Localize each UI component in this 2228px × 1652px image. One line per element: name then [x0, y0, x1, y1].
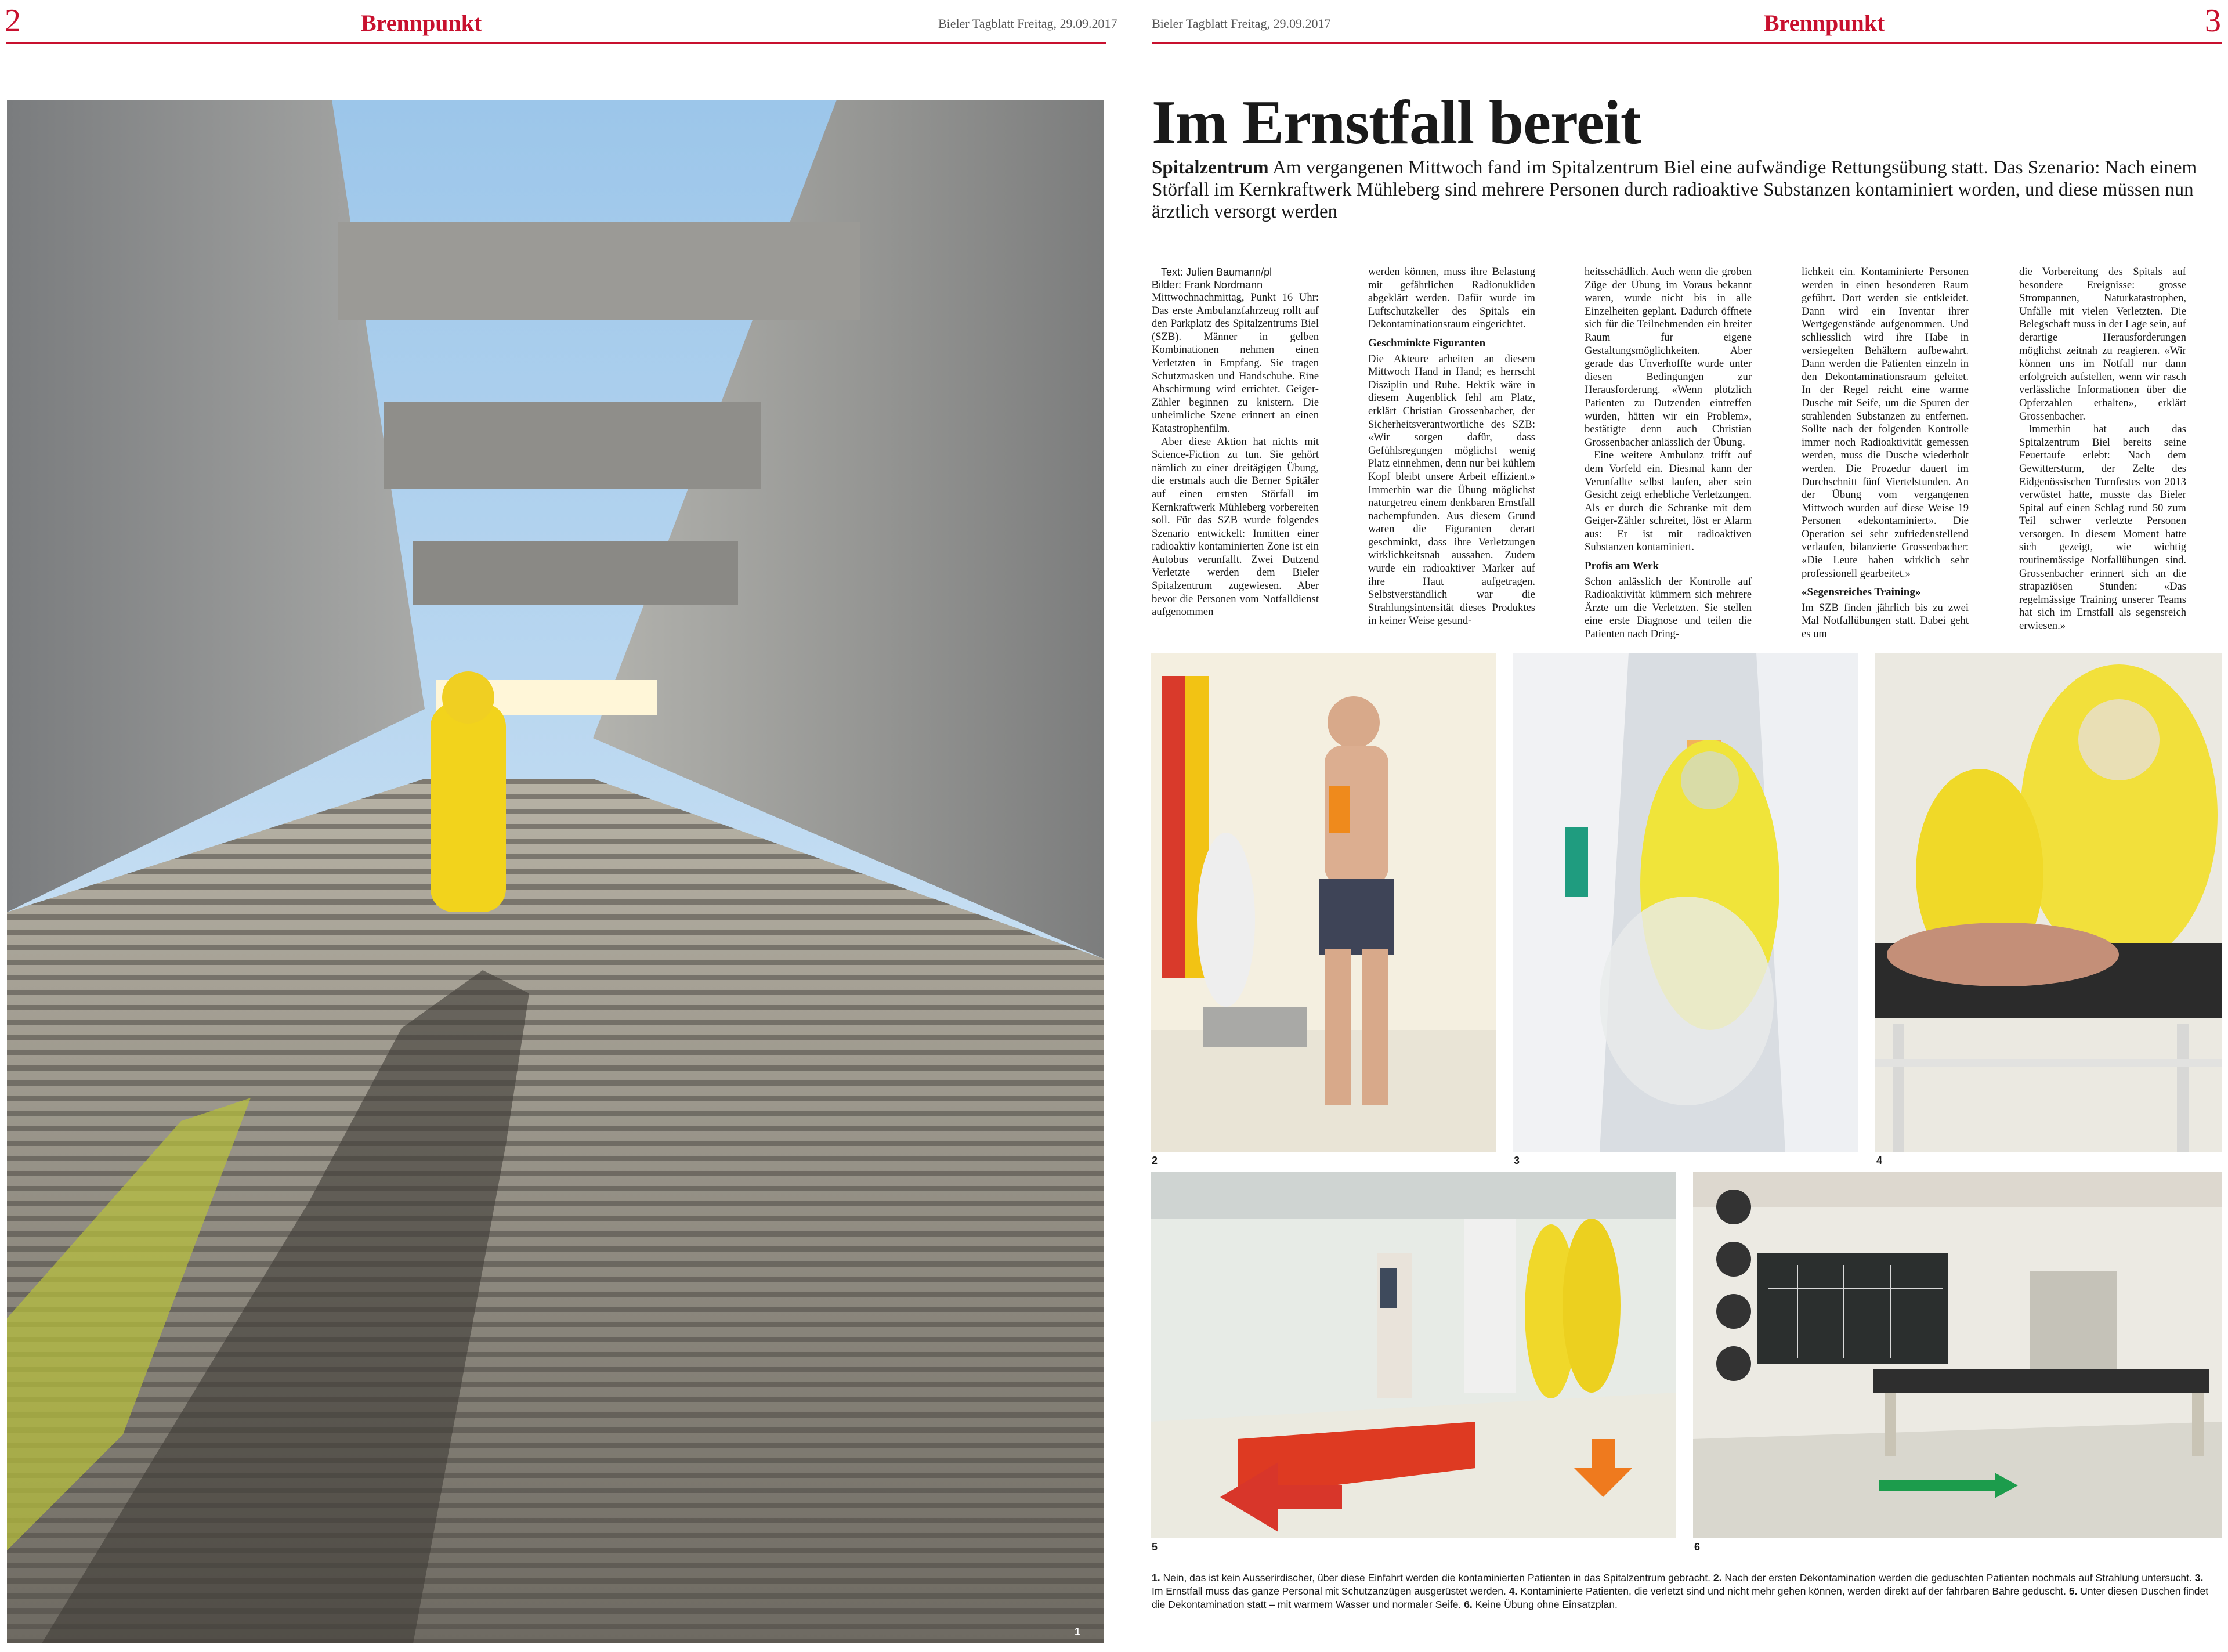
credit-photos: Bilder: Frank Nordmann	[1152, 279, 1263, 291]
photo-showers	[1151, 1172, 1676, 1538]
lead	[1152, 157, 2216, 223]
caption-text: Nein, das ist kein Ausserirdischer, über diese Einfahrt werden die kontaminierten Patienten in das Spitalzentrum gebracht.	[1160, 1572, 1713, 1584]
article-column-2	[1368, 266, 1535, 628]
caption-num: 3.	[2194, 1572, 2204, 1584]
caption-text: Nach der ersten Dekontamination werden die geduschten Patienten nochmals auf Strahlung untersucht.	[1721, 1572, 2195, 1584]
article-column-3	[1585, 266, 1752, 641]
article-column-4	[1802, 266, 1969, 641]
left-page-number: 2	[5, 3, 21, 39]
col3-subheading: Profis am Werk	[1585, 560, 1659, 573]
credit-block	[1152, 266, 1319, 291]
photo-2-number: 2	[1152, 1155, 1158, 1166]
col3-paragraph: Schon anlässlich der Kontrolle auf Radioaktivität kümmern sich mehrere Ärzte um die Verletzten. Sie stellen eine erste Diagnose und teilen die Patienten nach Dring-	[1585, 575, 1752, 641]
right-rubric: Brennpunkt	[1764, 10, 1885, 36]
lead-text: Am vergangenen Mittwoch fand im Spitalzentrum Biel eine aufwändige Rettungsübung statt. Das Szenario: Nach einem Störfall im Kernkraftwerk Mühleberg sind mehrere Personen durch radioaktive Substanzen kontaminiert worden, und diese müssen nun ärztlich versorgt werden	[1152, 157, 2197, 222]
left-masthead: Bieler Tagblatt Freitag, 29.09.2017	[938, 16, 1117, 31]
photo-stretcher-shower	[1875, 653, 2222, 1152]
right-page-number: 3	[2205, 3, 2221, 39]
left-rubric: Brennpunkt	[361, 10, 482, 36]
caption-num: 5.	[2068, 1585, 2078, 1597]
photo-shirtless-man	[1151, 653, 1496, 1152]
col1-paragraph: Aber diese Aktion hat nichts mit Science-Fiction zu tun. Sie gehört nämlich zu einer dreitägigen Übung, die erstmals auch die Berner Spitäler auf einen ernsten Störfall im Kernkraftwerk Mühleberg vorbereiten soll. Für das SZB wurde folgendes Szenario entwickelt: Inmitten einer radioaktiv kontaminierten Zone ist ein Autobus verunfallt. Zwei Dutzend Verletzte werden dem Bieler Spitalzentrum zugewiesen. Aber bevor die Personen vom Notfalldienst aufgenommen	[1152, 435, 1319, 619]
credit-text: Text: Julien Baumann/pl	[1161, 266, 1272, 278]
col2-paragraph: werden können, muss ihre Belastung mit gefährlichen Radionukliden abgeklärt werden. Dafür wurde im Luftschutzkeller des Spitals ein Dekontaminationsraum eingerichtet.	[1368, 266, 1535, 331]
photo-6-number: 6	[1694, 1541, 1701, 1553]
photo-5-number: 5	[1152, 1541, 1158, 1553]
lead-kicker: Spitalzentrum	[1152, 157, 1269, 178]
col5-paragraph: die Vorbereitung des Spitals auf besondere Ereignisse: grosse Strompannen, Naturkatastrophen, Unfälle mit vielen Verletzten. Die Belegschaft muss in der Lage sein, auf derartige Herausforderungen möglichst zeitnah zu reagieren. «Wir können uns im Notfall nur dann erfolgreich aufstellen, wenn wir rasch verlässliche Informationen über die Opferzahlen erhalten», erklärt Grossenbacher.	[2019, 266, 2186, 422]
article-column-5	[2019, 266, 2186, 633]
photo-captions	[1152, 1571, 2216, 1611]
col5-paragraph: Immerhin hat auch das Spitalzentrum Biel bereits seine Feuertaufe erlebt: Nach dem Gewittersturm, der Zelte des Eidgenössischen Turnfestes von 2013 verwüstet hatte, musste das Bieler Spital auf einen Schlag rund 50 zum Teil schwer verletzte Personen versorgen. In diesem Moment hatte sich gezeigt, wie wichtig routinemässige Notfallübungen sind. Grossenbacher erinnert sich an die strapaziösen Stunden: «Das regelmässige Training unserer Teams hat sich im Ernstfall als segensreich erwiesen.»	[2019, 423, 2186, 632]
col3-paragraph: heitsschädlich. Auch wenn die groben Züge der Übung im Voraus bekannt waren, wurde nicht bis in alle Einzelheiten geplant. Dadurch öffnete sich für die Teilnehmenden ein breiter Raum für eigene Gestaltungsmöglichkeiten. Aber gerade das Unverhoffte wurde unter diesen Bedingungen zur Herausforderung. «Wenn plötzlich Patienten zu Dutzenden eintreffen würden, hätten wir ein Problem», bestätigte denn auch Christian Grossenbacher anlässlich der Übung.	[1585, 266, 1752, 449]
photo-tunnel-hazmat	[7, 100, 1104, 1643]
col1-paragraph: Mittwochnachmittag, Punkt 16 Uhr: Das erste Ambulanzfahrzeug rollt auf den Parkplatz des Spitalzentrums Biel (SZB). Männer in gelben Kombinationen nehmen einen Verletzten in Empfang. Sie tragen Schutzmasken und Handschuhe. Eine Abschirmung wird errichtet. Geiger-Zähler beginnen zu knistern. Die unheimliche Szene erinnert an einen Katastrophenfilm.	[1152, 291, 1319, 435]
caption-num: 1.	[1152, 1572, 1160, 1584]
col2-paragraph: Die Akteure arbeiten an diesem Mittwoch Hand in Hand; es herrscht Disziplin und Ruhe. Hektik wäre in diesem Augenblick fehl am Platz, erklärt Christian Grossenbacher, der Sicherheitsverantwortliche des SZB: «Wir sorgen dafür, dass Gefühlsregungen möglichst wenig Platz einnehmen, denn nur bei kühlem Kopf bleibt unsere Arbeit effizient.» Immerhin war die Übung möglichst naturgetreu einem denkbaren Ernstfall nachempfunden. Aus diesem Grund waren die Figuranten derart geschminkt, dass ihre Verletzungen wirklichkeitsnah aussahen. Zudem wurde ein radioaktiver Marker auf ihre Haut aufgetragen. Selbstverständlich war die Strahlungsintensität dieses Produktes in keiner Weise gesund-	[1368, 352, 1535, 627]
caption-num: 6.	[1464, 1599, 1473, 1610]
col2-subheading: Geschminkte Figuranten	[1368, 337, 1486, 349]
photo-1-number: 1	[1075, 1626, 1081, 1637]
photo-chalkboard	[1693, 1172, 2222, 1538]
right-header-rule	[1152, 42, 2222, 44]
caption-num: 4.	[1509, 1585, 1518, 1597]
photo-hazmat-team	[1513, 653, 1858, 1152]
photo-4-number: 4	[1876, 1155, 1883, 1166]
col4-subheading: «Segensreiches Training»	[1802, 586, 1921, 599]
col4-paragraph: lichkeit ein. Kontaminierte Personen werden in einen besonderen Raum geführt. Dort werden sie entkleidet. Dann wird ein Inventar ihrer Wertgegenstände aufgenommen. Und schliesslich wird ihre Habe in versiegelten Behältern aufbewahrt. Dann werden die Patienten einzeln in den Dekontaminationsraum geleitet. In der Regel reicht eine warme Dusche mit Seife, um die Spuren der strahlenden Substanzen zu entfernen. Sollte nach der folgenden Kontrolle immer noch Radioaktivität gemessen werden, muss die Dusche wiederholt werden. Die Prozedur dauert im Durchschnitt fünf Viertelstunden. An der Übung vom vergangenen Mittwoch wurden auf diese Weise 19 Personen «dekontaminiert». Die Operation sei sehr zufriedenstellend verlaufen, bilanzierte Grossenbacher: «Die Leute haben wirklich sehr professionell gearbeitet.»	[1802, 266, 1969, 580]
right-masthead: Bieler Tagblatt Freitag, 29.09.2017	[1152, 16, 1331, 31]
left-header-rule	[6, 42, 1106, 44]
article-column-1	[1152, 266, 1319, 619]
caption-text: Unter diesen Duschen findet die Dekontamination statt – mit warmem Wasser und normaler Seife.	[1152, 1585, 2209, 1610]
caption-text: Im Ernstfall muss das ganze Personal mit Schutzanzügen ausgerüstet werden.	[1152, 1585, 1509, 1597]
headline: Im Ernstfall bereit	[1152, 88, 1641, 157]
caption-num: 2.	[1713, 1572, 1722, 1584]
caption-text: Keine Übung ohne Einsatzplan.	[1472, 1599, 1618, 1610]
photo-3-number: 3	[1514, 1155, 1520, 1166]
col3-paragraph: Eine weitere Ambulanz trifft auf dem Vorfeld ein. Diesmal kann der Verunfallte selbst laufen, aber sein Gesicht zeigt erhebliche Verletzungen. Als er durch die Schranke mit dem Geiger-Zähler schreitet, löst er Alarm aus: Er ist mit radioaktiven Substanzen kontaminiert.	[1585, 449, 1752, 554]
col4-paragraph: Im SZB finden jährlich bis zu zwei Mal Notfallübungen statt. Dabei geht es um	[1802, 601, 1969, 641]
caption-text: Kontaminierte Patienten, die verletzt sind und nicht mehr gehen können, werden direkt auf der fahrbaren Bahre geduscht.	[1517, 1585, 2069, 1597]
